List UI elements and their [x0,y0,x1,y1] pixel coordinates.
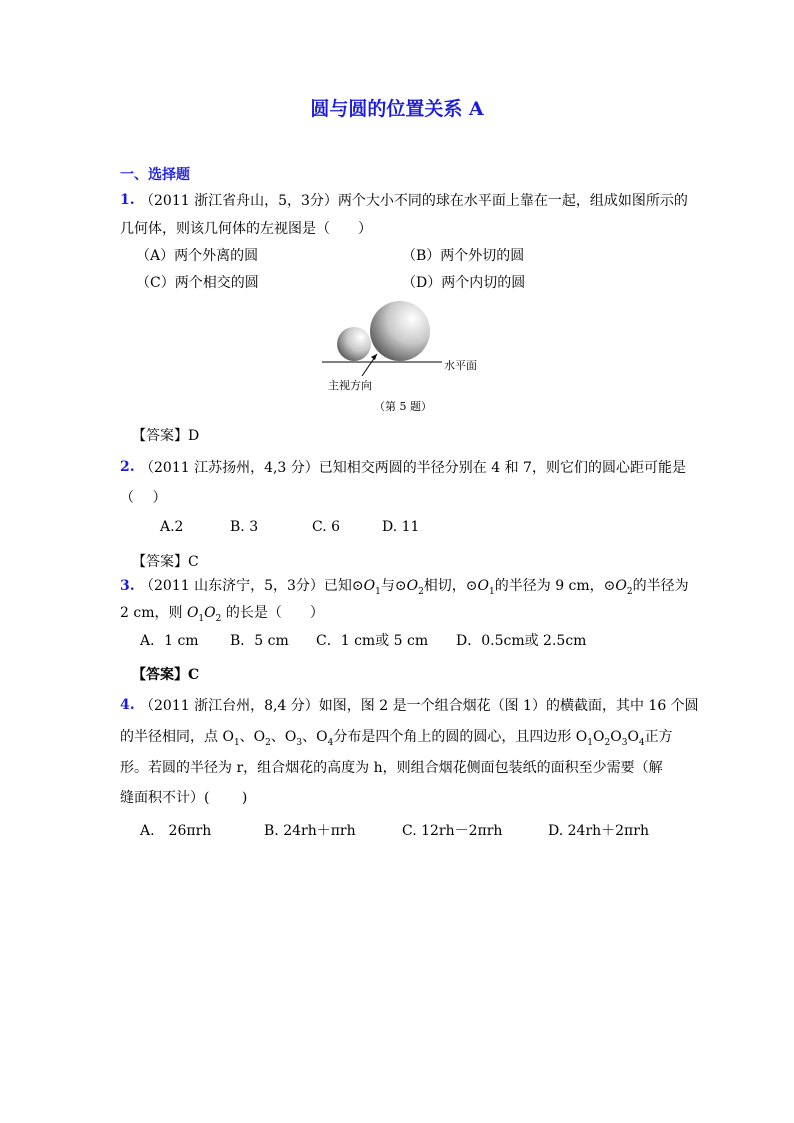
two-spheres-figure [318,296,498,425]
question-1-option-c: （C）两个相交的圆 [136,275,259,291]
question-4-line-2: 的半径相同，点 $O_1$、$O_2$、$O_3$、$O_4$分布是四个角上的圆的圆心，且四边形 $O_1O_2O_3O_4$正方 [120,729,673,748]
question-1-option-b: （B）两个外切的圆 [402,248,525,264]
question-4-option-d: D. 24rh＋2πrh [548,823,649,839]
question-3-line-1: （2011 山东济宁，5，3分）已知$⊙O_1$与$⊙O_2$相切，$⊙O_1$的半径为 9 cm，$⊙O_2$的半径为 [140,578,689,597]
question-4-option-b: B. 24rh＋πrh [264,823,356,839]
question-3-option-a: A．1 cm [140,633,199,649]
question-2-option-b: B. 3 [230,519,259,535]
horizontal-plane-label: 水平面 [444,359,477,372]
question-1-option-d: （D）两个内切的圆 [402,275,526,291]
question-4-line-3: 形。若圆的半径为 r，组合烟花的高度为 h，则组合烟花侧面包装纸的面积至少需要（解 [120,760,663,776]
question-3-option-b: B．5 cm [230,633,289,649]
question-2-option-c: C. 6 [312,519,341,535]
question-3-option-c: C．1 cm或 5 cm [316,633,429,649]
question-2-option-d: D. 11 [382,519,420,535]
question-4-number: 4. [120,697,135,713]
figure-caption: （第 5 题） [374,400,432,413]
question-2-number: 2. [120,459,135,475]
question-4-option-a: A. 26πrh [140,823,212,839]
section-heading: 一、选择题 [120,167,190,183]
question-3-answer: 【答案】C [132,667,200,683]
question-1-line-1: （2011 浙江省舟山，5，3分）两个大小不同的球在水平面上靠在一起，组成如图所示的 [140,193,688,209]
question-2-line-1: （2011 江苏扬州，4,3 分）已知相交两圆的半径分别在 4 和 7，则它们的圆心距可能是 [140,460,686,476]
question-1-number: 1. [120,192,135,208]
view-direction-label: 主视方向 [328,379,372,392]
question-1-line-2: 几何体，则该几何体的左视图是（ ） [120,221,372,237]
question-4-option-c: C. 12rh－2πrh [402,823,503,839]
question-3-line-2: 2 cm，则 $O_1O_2$ 的长是（ ） [120,605,324,624]
question-4-line-4: 缝面积不计）( ) [120,790,248,806]
small-sphere [337,327,371,361]
question-2-option-a: A.2 [160,519,184,535]
page-title: 圆与圆的位置关系 A [310,98,484,120]
question-4-line-1: （2011 浙江台州，8,4 分）如图，图 2 是一个组合烟花（图 1）的横截面，其中 16 个圆 [140,698,699,714]
question-3-number: 3. [120,578,135,594]
question-1-option-a: （A）两个外离的圆 [136,248,259,264]
large-sphere [370,301,430,361]
question-2-line-2: （ ） [120,490,167,506]
question-2-answer: 【答案】C [132,554,199,570]
question-1-answer: 【答案】D [132,428,200,444]
question-3-option-d: D．0.5cm或 2.5cm [456,633,587,649]
